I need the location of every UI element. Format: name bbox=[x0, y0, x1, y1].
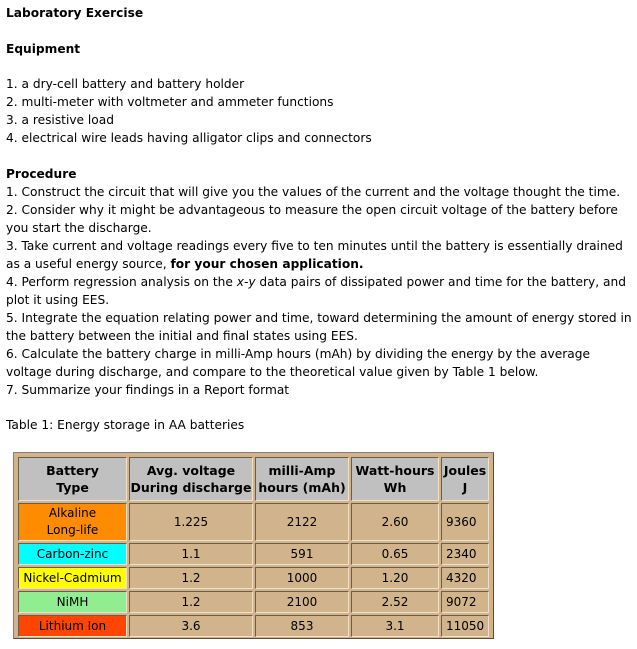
procedure-step-3-text: 3. Take current and voltage readings every five to ten minutes until the battery is essentially drained as a useful energy source, bbox=[6, 239, 623, 271]
battery-type-cell bbox=[18, 503, 127, 541]
wh-cell: 2.60 bbox=[351, 503, 439, 541]
procedure-step-5: 5. Integrate the equation relating power and time, toward determining the amount of energy stored in the battery between the initial and final states using EES. bbox=[6, 311, 632, 343]
table-row bbox=[18, 567, 489, 589]
table-header-row bbox=[18, 457, 489, 501]
header-avg-voltage bbox=[129, 457, 253, 501]
header-text: Avg. voltage bbox=[146, 463, 236, 478]
header-text: Wh bbox=[383, 480, 407, 495]
mah-cell: 2122 bbox=[255, 503, 349, 541]
procedure-heading: Procedure bbox=[6, 167, 77, 181]
voltage-cell: 1.225 bbox=[129, 503, 253, 541]
procedure-step-3-emphasis: for your chosen application. bbox=[170, 257, 364, 271]
header-text: Joules bbox=[443, 463, 487, 478]
table-caption: Table 1: Energy storage in AA batteries bbox=[6, 418, 245, 432]
header-text: Watt-hours bbox=[355, 463, 435, 478]
header-text: During discharge bbox=[130, 480, 252, 495]
mah-cell: 853 bbox=[255, 615, 349, 637]
header-text: milli-Amp bbox=[268, 463, 336, 478]
procedure-step-4 bbox=[6, 273, 632, 309]
procedure-step-4-text-end: data pairs of dissipated power and time for the battery, and plot it using EES. bbox=[6, 275, 626, 307]
joules-cell: 2340 bbox=[441, 543, 489, 565]
procedure-step-2: 2. Consider why it might be advantageous to measure the open circuit voltage of the battery before you start the discharge. bbox=[6, 203, 618, 235]
table-row bbox=[18, 615, 489, 637]
header-watt-hours bbox=[351, 457, 439, 501]
table-grid bbox=[16, 455, 491, 639]
equipment-item: 3. a resistive load bbox=[6, 113, 114, 127]
procedure-step-6: 6. Calculate the battery charge in milli-Amp hours (mAh) by dividing the energy by the average voltage during discharge, and compare to the theoretical value given by Table 1 below. bbox=[6, 347, 590, 379]
voltage-cell: 3.6 bbox=[129, 615, 253, 637]
wh-cell: 0.65 bbox=[351, 543, 439, 565]
procedure-step-4-text: 4. Perform regression analysis on the bbox=[6, 275, 237, 289]
wh-cell: 3.1 bbox=[351, 615, 439, 637]
equipment-item: 2. multi-meter with voltmeter and ammeter functions bbox=[6, 95, 334, 109]
mah-cell: 2100 bbox=[255, 591, 349, 613]
joules-cell: 4320 bbox=[441, 567, 489, 589]
equipment-item: 4. electrical wire leads having alligator clips and connectors bbox=[6, 131, 372, 145]
battery-type-cell: Carbon-zinc bbox=[18, 543, 127, 565]
procedure-step-4-italic: x-y bbox=[236, 275, 256, 289]
header-text: hours (mAh) bbox=[258, 480, 346, 495]
wh-cell: 1.20 bbox=[351, 567, 439, 589]
table-row bbox=[18, 591, 489, 613]
joules-cell: 9072 bbox=[441, 591, 489, 613]
procedure-step-1: 1. Construct the circuit that will give you the values of the current and the voltage thought the time. bbox=[6, 185, 621, 199]
voltage-cell: 1.1 bbox=[129, 543, 253, 565]
battery-type-cell: Lithium Ion bbox=[18, 615, 127, 637]
battery-type-cell: Nickel-Cadmium bbox=[18, 567, 127, 589]
mah-cell: 1000 bbox=[255, 567, 349, 589]
wh-cell: 2.52 bbox=[351, 591, 439, 613]
header-text: Battery bbox=[46, 463, 99, 478]
joules-cell: 11050 bbox=[441, 615, 489, 637]
voltage-cell: 1.2 bbox=[129, 567, 253, 589]
table-row bbox=[18, 503, 489, 541]
header-text: J bbox=[462, 480, 468, 495]
header-joules bbox=[441, 457, 489, 501]
voltage-cell: 1.2 bbox=[129, 591, 253, 613]
equipment-item: 1. a dry-cell battery and battery holder bbox=[6, 77, 245, 91]
procedure-step-3 bbox=[6, 237, 632, 273]
battery-type-cell: NiMH bbox=[18, 591, 127, 613]
procedure-step-7: 7. Summarize your findings in a Report format bbox=[6, 383, 290, 397]
page-title: Laboratory Exercise bbox=[6, 6, 144, 20]
energy-storage-table bbox=[13, 452, 494, 639]
equipment-heading: Equipment bbox=[6, 42, 81, 56]
battery-type-text: Long-life bbox=[46, 523, 99, 537]
header-battery-type bbox=[18, 457, 127, 501]
battery-type-text: Alkaline bbox=[48, 506, 97, 520]
joules-cell: 9360 bbox=[441, 503, 489, 541]
header-text: Type bbox=[56, 480, 89, 495]
mah-cell: 591 bbox=[255, 543, 349, 565]
header-mah bbox=[255, 457, 349, 501]
table-row bbox=[18, 543, 489, 565]
